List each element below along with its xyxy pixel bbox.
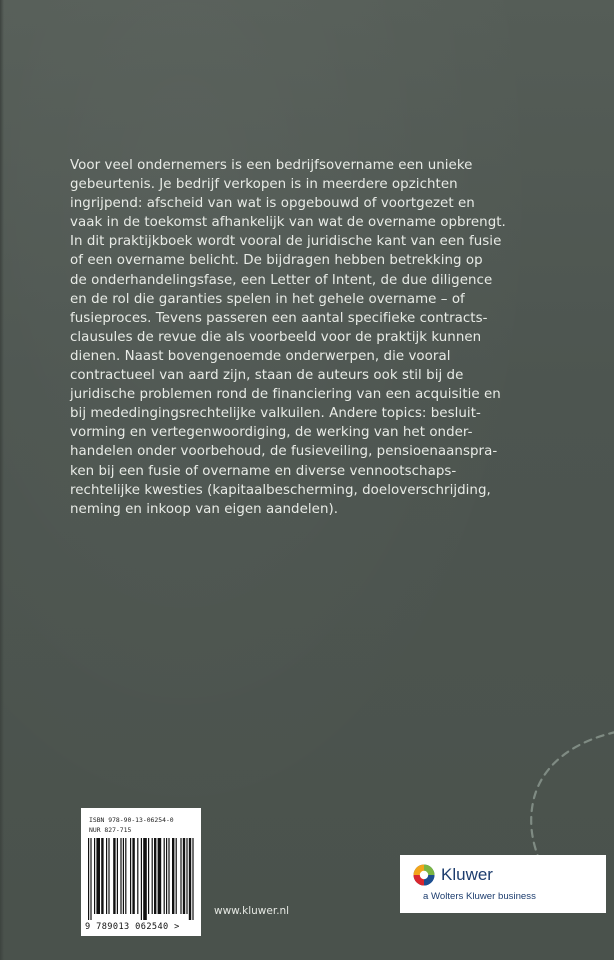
- blurb-line: dienen. Naast bovengenoemde onderwerpen, die vooral: [70, 348, 451, 364]
- blurb-line: en de rol die garanties spelen in het gehele overname – of: [70, 291, 465, 307]
- barcode-digits: 9 789013 062540 >: [85, 922, 180, 932]
- blurb-line: de onderhandelingsfase, een Letter of Intent, de due diligence: [70, 272, 493, 288]
- barcode-label: [81, 808, 201, 936]
- blurb-line: ingrijpend: afscheid van wat is opgebouwd of voortgezet en: [70, 196, 475, 212]
- blurb-line: vaak in de toekomst afhankelijk van wat de overname opbrengt.: [70, 215, 506, 231]
- publisher-name: Kluwer: [441, 865, 493, 884]
- publisher-logo-box: [400, 855, 606, 913]
- blurb-line: Voor veel ondernemers is een bedrijfsovername een unieke: [70, 158, 473, 173]
- blurb-line: vorming en vertegenwoordiging, de werking van het onder-: [70, 425, 473, 441]
- blurb-text: [70, 156, 562, 519]
- blurb-line: of een overname belicht. De bijdragen hebben betrekking op: [70, 253, 483, 269]
- blurb-line: gebeurtenis. Je bedrijf verkopen is in meerdere opzichten: [70, 177, 458, 193]
- blurb-line: juridische problemen rond de financiering van een acquisitie en: [70, 387, 501, 403]
- blurb-line: ken bij een fusie of overname en diverse vennootschaps-: [70, 463, 457, 479]
- blurb-line: rechtelijke kwesties (kapitaalbescherming, doeloverschrijding,: [70, 482, 491, 498]
- blurb-line: contractueel van aard zijn, staan de auteurs ook stil bij de: [70, 368, 464, 384]
- kluwer-globe-icon: [413, 864, 435, 886]
- spine-shadow: [0, 0, 4, 960]
- blurb-line: neming en inkoop van eigen aandelen).: [70, 501, 339, 517]
- blurb-line: fusieproces. Tevens passeren een aantal specifieke contracts-: [70, 310, 488, 326]
- blurb-line: handelen onder voorbehoud, de fusieveiling, pensioenaanspra-: [70, 444, 498, 460]
- decorative-dashed-swirl: [520, 720, 614, 870]
- nur-text: NUR 827-715: [89, 826, 132, 834]
- isbn-text: ISBN 978-90-13-06254-0: [89, 816, 174, 824]
- publisher-tagline: a Wolters Kluwer business: [423, 891, 536, 902]
- barcode-icon: [87, 838, 197, 920]
- blurb-line: clausules de revue die als voorbeeld voor de praktijk kunnen: [70, 329, 482, 345]
- blurb-line: bij mededingingsrechtelijke valkuilen. Andere topics: besluit-: [70, 406, 481, 422]
- publisher-website: www.kluwer.nl: [214, 905, 290, 917]
- blurb-line: In dit praktijkboek wordt vooral de juridische kant van een fusie: [70, 234, 502, 250]
